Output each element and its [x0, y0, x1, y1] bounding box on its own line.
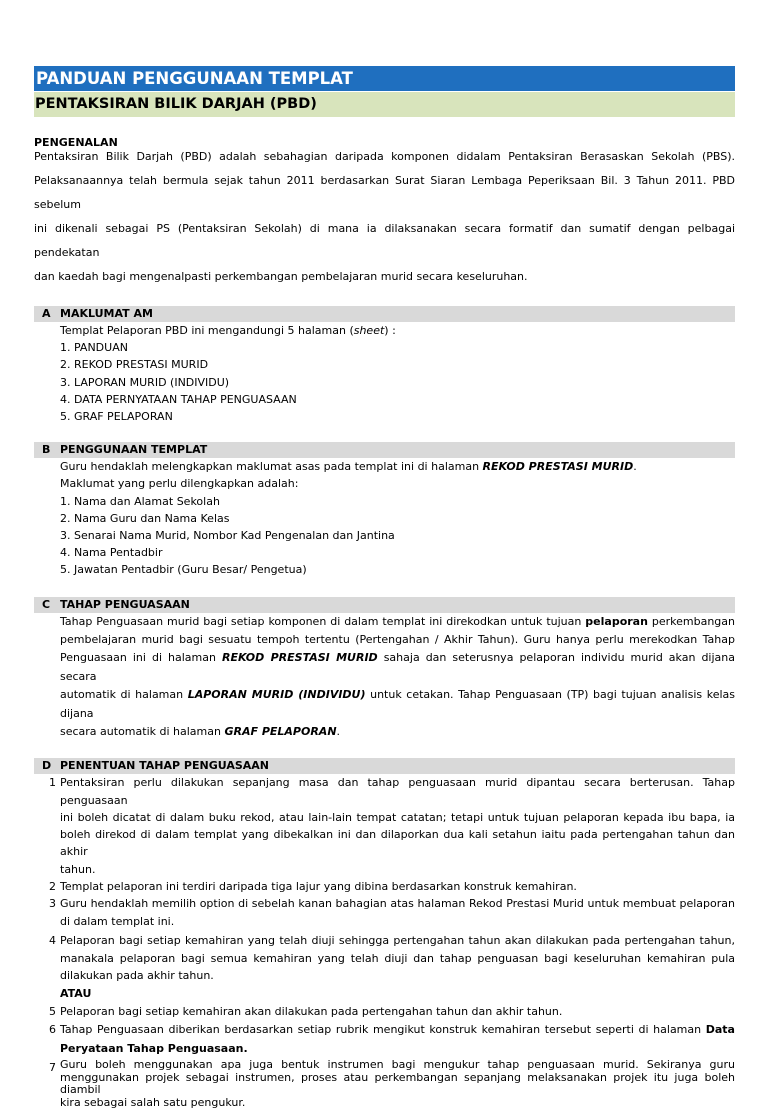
- intro-line: dan kaedah bagi mengenalpasti perkembangan pembelajaran murid secara keseluruhan.: [34, 270, 528, 283]
- section-letter: A: [42, 307, 51, 320]
- item-number: 2: [49, 879, 56, 893]
- section-c-line: pembelajaran murid bagi sesuatu tempoh tertentu (Pertengahan / Akhir Tahun). Guru hanya perlu merekodkan Tahap: [60, 633, 735, 647]
- list-item: 3. Senarai Nama Murid, Nombor Kad Pengenalan dan Jantina: [60, 529, 395, 543]
- section-b-header: [34, 442, 735, 458]
- section-c-line: automatik di halaman LAPORAN MURID (INDIVIDU) untuk cetakan. Tahap Penguasaan (TP) bagi tujuan analisis kelas dijana: [60, 688, 735, 720]
- section-b-body: [34, 458, 735, 578]
- section-title: MAKLUMAT AM: [60, 307, 153, 320]
- section-a-header: [34, 306, 735, 322]
- list-item: 2. Nama Guru dan Nama Kelas: [60, 511, 230, 525]
- section-title: TAHAP PENGUASAAN: [60, 597, 190, 611]
- section-d-header: [34, 758, 735, 774]
- section-letter: D: [42, 759, 52, 773]
- numbered-item: 3 Guru hendaklah memilih option di sebelah kanan bahagian atas halaman Rekod Prestasi Murid untuk membuat pelaporan di dalam templat ini.: [34, 895, 735, 932]
- section-title: PENGGUNAAN TEMPLAT: [60, 443, 208, 457]
- intro-section: [34, 136, 735, 289]
- atau-label: ATAU: [60, 986, 92, 1000]
- list-item: 5. GRAF PELAPORAN: [60, 410, 173, 424]
- list-item: 4. Nama Pentadbir: [60, 546, 163, 560]
- numbered-item: 6 Tahap Penguasaan diberikan berdasarkan setiap rubrik mengikut konstruk kemahiran tersebut seperti di halaman Data Peryataan Tahap Penguasaan.: [34, 1020, 735, 1058]
- item-number: 1: [49, 776, 56, 790]
- section-b-line: Maklumat yang perlu dilengkapkan adalah:: [60, 477, 299, 491]
- section-a-body: [34, 322, 735, 425]
- section-title: PENENTUAN TAHAP PENGUASAAN: [60, 759, 269, 773]
- list-item: 4. DATA PERNYATAAN TAHAP PENGUASAAN: [60, 392, 297, 406]
- section-b-line: Guru hendaklah melengkapkan maklumat asas pada templat ini di halaman REKOD PRESTASI MURID.: [60, 460, 637, 474]
- list-item: 1. Nama dan Alamat Sekolah: [60, 494, 220, 508]
- page-title: PANDUAN PENGGUNAAN TEMPLAT: [34, 66, 735, 91]
- intro-line: ini dikenali sebagai PS (Pentaksiran Sekolah) di mana ia dilaksanakan secara formatif dan sumatif dengan pelbagai pendekatan: [34, 222, 735, 259]
- list-item: 3. LAPORAN MURID (INDIVIDU): [60, 375, 230, 389]
- numbered-item: 7 Guru boleh menggunakan apa juga bentuk instrumen bagi mengukur tahap penguasaan murid. Sekiranya guru menggunakan projek sebagai instrumen, proses atau perkembangan sepanjang melaksanakan projek itu juga boleh diambil kira sebagai salah satu pengukur.: [34, 1059, 735, 1109]
- section-letter: B: [42, 443, 51, 457]
- numbered-item: 2 Templat pelaporan ini terdiri daripada tiga lajur yang dibina berdasarkan konstruk kemahiran.: [34, 878, 735, 895]
- intro-heading: PENGENALAN: [34, 136, 118, 149]
- item-number: 6: [49, 1023, 56, 1037]
- item-number: 7: [49, 1061, 56, 1075]
- numbered-item: 5 Pelaporan bagi setiap kemahiran akan dilakukan pada pertengahan tahun dan akhir tahun.: [34, 1003, 735, 1020]
- item-number: 4: [49, 933, 56, 947]
- numbered-item: 1 Pentaksiran perlu dilakukan sepanjang masa dan tahap penguasaan murid dipantau secara berterusan. Tahap penguasaan ini boleh dicatat di dalam buku rekod, atau lain-lain tempat catatan; tetapi untuk tujuan pelaporan kepada ibu bapa, ia boleh direkod di dalam templat yang dibekalkan ini dan dilaporkan dua kali setahun iaitu pada pertengahan tahun dan akhir tahun.: [34, 774, 735, 877]
- intro-line: Pelaksanaannya telah bermula sejak tahun 2011 berdasarkan Surat Siaran Lembaga Peperiksaan Bil. 3 Tahun 2011. PBD sebelum: [34, 174, 735, 211]
- item-number: 3: [49, 896, 56, 910]
- list-item: 1. PANDUAN: [60, 341, 128, 355]
- item-number: 5: [49, 1005, 56, 1019]
- section-a-intro: Templat Pelaporan PBD ini mengandungi 5 halaman (sheet) :: [60, 324, 396, 337]
- section-c-body: [34, 613, 735, 742]
- page-subtitle: PENTAKSIRAN BILIK DARJAH (PBD): [34, 91, 735, 117]
- section-c-line: Penguasaan ini di halaman REKOD PRESTASI MURID sahaja dan seterusnya pelaporan individu murid akan dijana secara: [60, 651, 736, 683]
- section-c-line: Tahap Penguasaan murid bagi setiap komponen di dalam templat ini direkodkan untuk tujuan pelaporan perkembangan: [60, 614, 735, 628]
- section-letter: C: [42, 597, 51, 611]
- list-item: 5. Jawatan Pentadbir (Guru Besar/ Pengetua): [60, 563, 307, 577]
- list-item: 2. REKOD PRESTASI MURID: [60, 358, 209, 372]
- document-page: [34, 66, 735, 1109]
- numbered-item: 4 Pelaporan bagi setiap kemahiran yang telah diuji sehingga pertengahan tahun akan dilakukan pada pertengahan tahun, manakala pelaporan bagi semua kemahiran yang telah diuji dan tahap penguasan bagi keseluruhan kemahiran pula dilakukan pada akhir tahun. ATAU: [34, 932, 735, 1002]
- intro-line: Pentaksiran Bilik Darjah (PBD) adalah sebahagian daripada komponen didalam Pentaksiran Berasaskan Sekolah (PBS).: [34, 150, 735, 163]
- section-c-header: [34, 597, 735, 613]
- section-c-line: secara automatik di halaman GRAF PELAPORAN.: [60, 725, 341, 739]
